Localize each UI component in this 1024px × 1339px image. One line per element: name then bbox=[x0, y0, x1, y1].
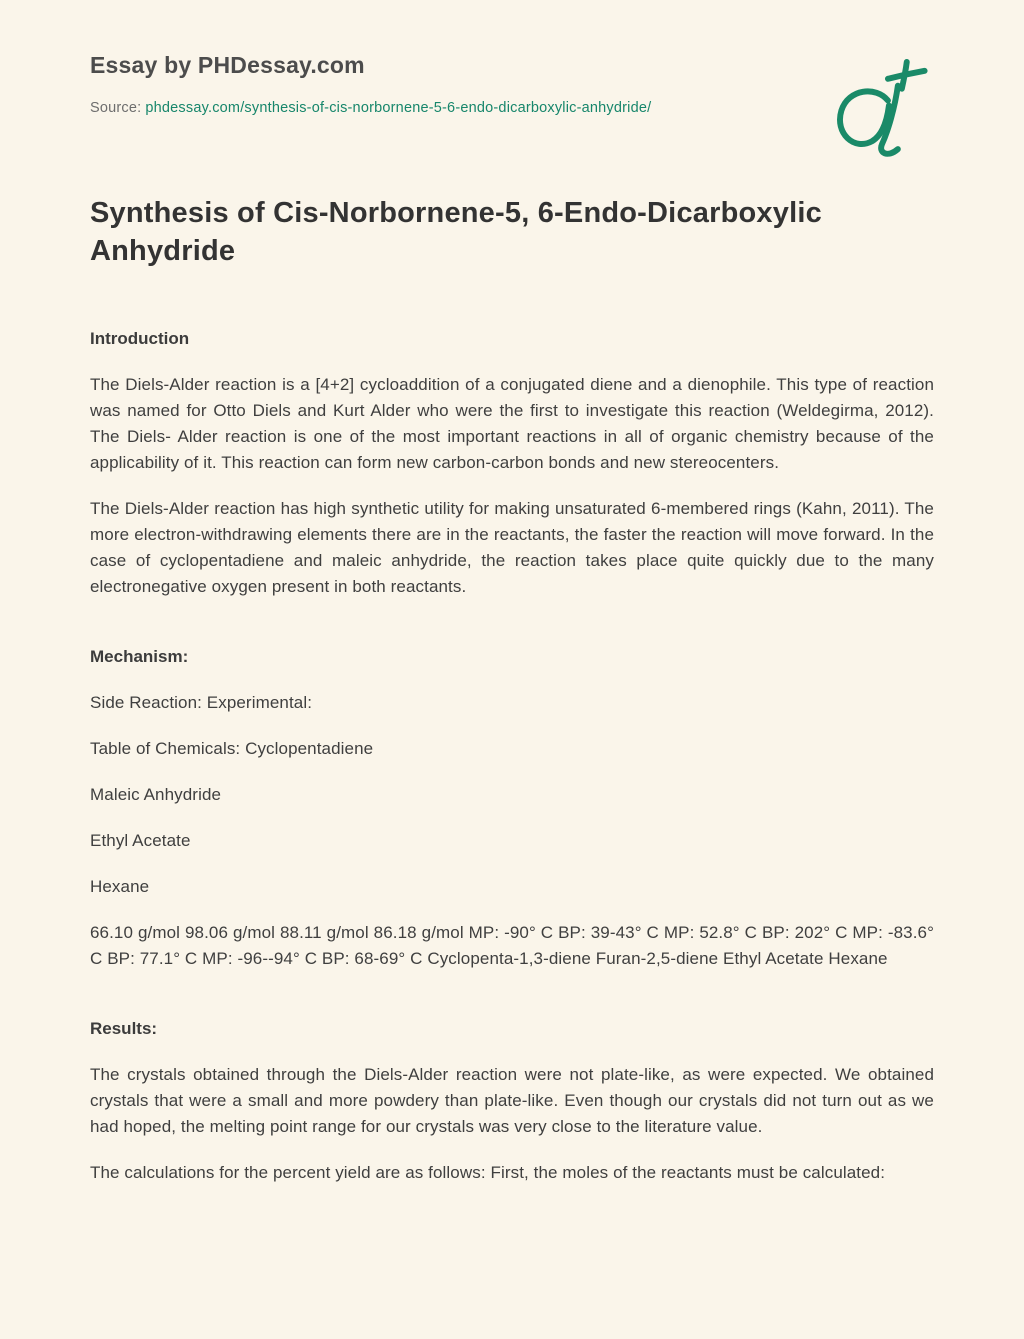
paragraph-chemical-data: 66.10 g/mol 98.06 g/mol 88.11 g/mol 86.18 g/mol MP: -90° C BP: 39-43° C MP: 52.8° C BP: 202° C MP: -83.6° C BP: 77.1° C MP: -96--94° C BP: 68-69° C Cyclopenta-1,3-diene Furan-2,5-diene Ethyl Acetate Hexane bbox=[90, 923, 934, 968]
paragraph-side-reaction: Side Reaction: Experimental: bbox=[90, 693, 313, 712]
brand-title: Essay by PHDessay.com bbox=[90, 52, 365, 78]
essay-title: Synthesis of Cis-Norbornene-5, 6-Endo-Dicarboxylic Anhydride bbox=[90, 197, 822, 267]
aplus-logo-icon bbox=[828, 56, 938, 160]
paragraph-intro-2: The Diels-Alder reaction has high synthetic utility for making unsaturated 6-membered rings (Kahn, 2011). The more electron-withdrawing elements there are in the reactants, the faster the reaction will move forward. In the case of cyclopentadiene and maleic anhydride, the reaction takes place quite quickly due to the many electronegative oxygen present in both reactants. bbox=[90, 499, 934, 596]
section-heading-introduction: Introduction bbox=[90, 329, 190, 348]
source-link[interactable]: phdessay.com/synthesis-of-cis-norbornene-5-6-endo-dicarboxylic-anhydride/ bbox=[145, 100, 652, 116]
source-line bbox=[90, 100, 934, 116]
paragraph-table-of-chemicals: Table of Chemicals: Cyclopentadiene bbox=[90, 739, 374, 758]
aplus-logo bbox=[828, 56, 938, 160]
paragraph-calculations: The calculations for the percent yield are as follows: First, the moles of the reactants must be calculated: bbox=[90, 1163, 886, 1182]
paragraph-hexane: Hexane bbox=[90, 877, 150, 896]
section-heading-mechanism: Mechanism: bbox=[90, 647, 189, 666]
paragraph-ethyl-acetate: Ethyl Acetate bbox=[90, 831, 191, 850]
header bbox=[90, 52, 934, 116]
source-label: Source: bbox=[90, 100, 142, 116]
paragraph-intro-1: The Diels-Alder reaction is a [4+2] cycloaddition of a conjugated diene and a dienophile. This type of reaction was named for Otto Diels and Kurt Alder who were the first to investigate this reaction (Weldegirma, 2012). The Diels- Alder reaction is one of the most important reactions in all of organic chemistry because of the applicability of it. This reaction can form new carbon-carbon bonds and new stereocenters. bbox=[90, 375, 934, 472]
paragraph-results: The crystals obtained through the Diels-Alder reaction were not plate-like, as were expected. We obtained crystals that were a small and more powdery than plate-like. Even though our crystals did not turn out as we had hoped, the melting point range for our crystals was very close to the literature value. bbox=[90, 1065, 934, 1136]
section-heading-results: Results: bbox=[90, 1019, 158, 1038]
paragraph-maleic-anhydride: Maleic Anhydride bbox=[90, 785, 222, 804]
